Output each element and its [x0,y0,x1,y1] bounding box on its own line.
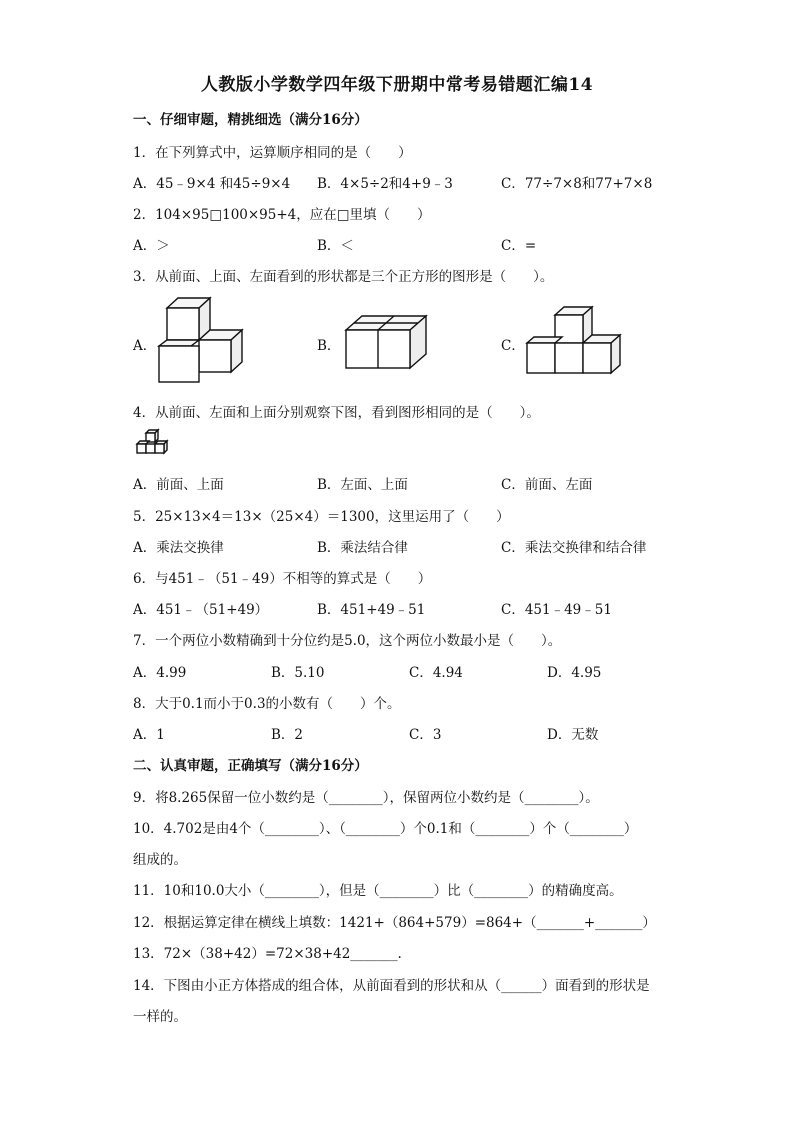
question-6: 6．与451﹣（51﹣49）不相等的算式是（ ） [133,571,432,587]
question-5: 5．25×13×4＝13×（25×4）＝1300，这里运用了（ ） [133,509,510,525]
q2-option-c: C．= [501,238,537,254]
q5-option-a: A．乘法交换律 [133,540,224,556]
cube-front-face [137,444,146,453]
q8-option-d: D．无数 [547,727,599,743]
q8-option-c: C．3 [409,727,442,743]
question-14: 14．下图由小正方体搭成的组合体，从前面看到的形状和从（______）面看到的形状是 [133,978,650,994]
q5-option-b: B．乘法结合律 [317,540,408,556]
cube-front-face [159,346,199,382]
q8-option-a: A．1 [133,727,165,743]
q3-option-b: B． [317,338,341,354]
cube-front-face [555,343,583,373]
q1-option-b: B．4×5÷2和4+9﹣3 [317,176,453,192]
question-9: 9．将8.265保留一位小数约是（________），保留两位小数约是（________）。 [133,790,599,806]
q6-option-b: B．451+49﹣51 [317,602,426,618]
cube-front-face [155,444,164,453]
q5-option-c: C．乘法交换律和结合律 [501,540,647,556]
question-7: 7．一个两位小数精确到十分位约是5.0，这个两位小数最小是（ ）。 [133,633,562,649]
q3-figure-c [522,305,627,377]
q4-option-c: C．前面、左面 [501,477,593,493]
question-1: 1．在下列算式中，运算顺序相同的是（ ） [133,145,412,161]
q4-option-b: B．左面、上面 [317,477,408,493]
section-2-heading: 二、认真审题，正确填写（满分16分） [133,758,368,774]
question-2: 2．104×95□100×95+4，应在□里填（ ） [133,207,431,223]
q7-option-a: A．4.99 [133,665,187,681]
question-13: 13．72×（38+42）=72×38+42_______. [133,946,402,962]
q6-option-c: C．451﹣49﹣51 [501,602,612,618]
q2-option-a: A．＞ [133,238,170,254]
cube-top-face [159,340,199,346]
cube-front-face [583,343,611,373]
q7-option-d: D．4.95 [547,665,602,681]
q7-option-c: C．4.94 [409,665,463,681]
q3-figure-b [340,310,435,372]
q3-figure-a [150,296,250,386]
cube-front-face [167,308,199,340]
cube-front-face [199,340,231,372]
question-14-continued: 一样的。 [133,1009,187,1025]
page-title: 人教版小学数学四年级下册期中常考易错题汇编14 [200,75,594,95]
question-4: 4．从前面、左面和上面分别观察下图，看到图形相同的是（ ）。 [133,405,540,421]
q3-option-c: C． [501,338,525,354]
question-10: 10．4.702是由4个（________）、（________）个0.1和（________）个（________） [133,821,638,837]
section-1-heading: 一、仔细审题，精挑细选（满分16分） [133,112,368,128]
cube-front-face [527,343,555,373]
q2-option-b: B．＜ [317,238,354,254]
question-10-continued: 组成的。 [133,852,187,868]
q1-option-c: C．77÷7×8和77+7×8 [501,176,653,192]
cube-front-face [146,444,155,453]
question-8: 8．大于0.1而小于0.3的小数有（ ）个。 [133,696,401,712]
q1-option-a: A．45﹣9×4 和45÷9×4 [133,176,291,192]
q6-option-a: A．451﹣（51+49） [133,602,269,618]
q3-option-a: A． [133,338,157,354]
q7-option-b: B．5.10 [271,665,325,681]
question-3: 3．从前面、上面、左面看到的形状都是三个正方形的图形是（ ）。 [133,269,554,285]
q4-figure [134,427,170,459]
q4-option-a: A．前面、上面 [133,477,224,493]
q8-option-b: B．2 [271,727,304,743]
question-11: 11．10和10.0大小（________），但是（________）比（________）的精确度高。 [133,883,623,899]
question-12: 12．根据运算定律在横线上填数：1421+（864+579）=864+（_______+_______） [133,915,656,931]
cube-top-face [527,337,562,343]
